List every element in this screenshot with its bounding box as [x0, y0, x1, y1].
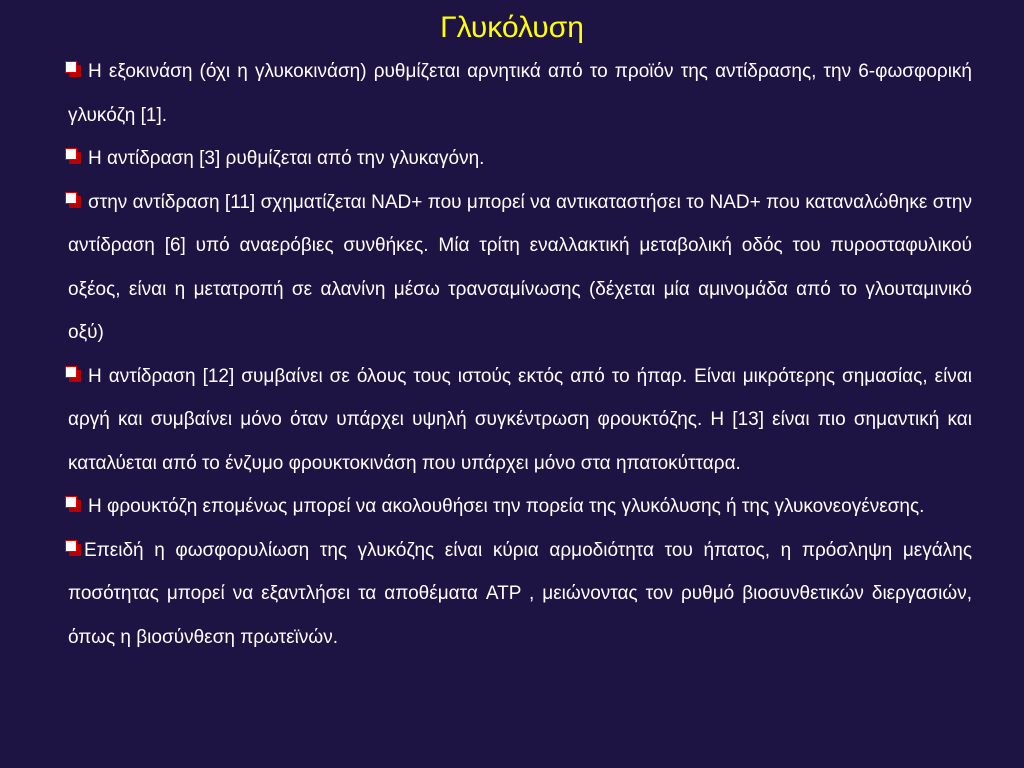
square-bullet-icon [65, 540, 83, 557]
bullet-text: Η εξοκινάση (όχι η γλυκοκινάση) ρυθμίζεται αρνητικά από το προϊόν της αντίδρασης, την 6-φωσφορική γλυκόζη [1]. [68, 61, 972, 126]
bullet-text: στην αντίδραση [11] σχηματίζεται NAD+ που μπορεί να αντικαταστήσει το NAD+ που καταναλώθηκε στην αντίδραση [6] υπό αναερόβιες συνθήκες. Μία τρίτη εναλλακτική μεταβολική οδός του πυροσταφυλικού οξέος, είναι η μετατροπή σε αλανίνη μέσω τρανσαμίνωσης (δέχεται μία αμινομάδα από το γλουταμινικό οξύ) [68, 191, 972, 343]
bullet-item [68, 355, 972, 486]
bullet-item [68, 181, 972, 355]
bullet-item [68, 50, 972, 137]
square-bullet-icon [65, 496, 83, 513]
bullet-item [68, 529, 972, 660]
bullet-item [68, 137, 972, 181]
slide-title: Γλυκόλυση [440, 11, 584, 44]
bullet-item [68, 485, 972, 529]
bullet-text: Η αντίδραση [3] ρυθμίζεται από την γλυκαγόνη. [88, 148, 485, 169]
bullet-text: Η αντίδραση [12] συμβαίνει σε όλους τους ιστούς εκτός από το ήπαρ. Είναι μικρότερης σημασίας, είναι αργή και συμβαίνει μόνο όταν υπάρχει υψηλή συγκέντρωση φρουκτόζης. Η [13] είναι πιο σημαντική και καταλύεται από το ένζυμο φρουκτοκινάση που υπάρχει μόνο στα ηπατοκύτταρα. [68, 365, 972, 474]
bullet-text: Η φρουκτόζη επομένως μπορεί να ακολουθήσει την πορεία της γλυκόλυσης ή της γλυκονεογένεσης. [88, 496, 925, 517]
square-bullet-icon [65, 148, 83, 165]
square-bullet-icon [65, 192, 83, 209]
slide-content [68, 50, 972, 659]
square-bullet-icon [65, 61, 83, 78]
bullet-text: Επειδή η φωσφορυλίωση της γλυκόζης είναι κύρια αρμοδιότητα του ήπατος, η πρόσληψη μεγάλης ποσότητας μπορεί να εξαντλήσει τα αποθέματα ATP , μειώνοντας τον ρυθμό βιοσυνθετικών διεργασιών, όπως η βιοσύνθεση πρωτεϊνών. [68, 539, 972, 648]
square-bullet-icon [65, 366, 83, 383]
